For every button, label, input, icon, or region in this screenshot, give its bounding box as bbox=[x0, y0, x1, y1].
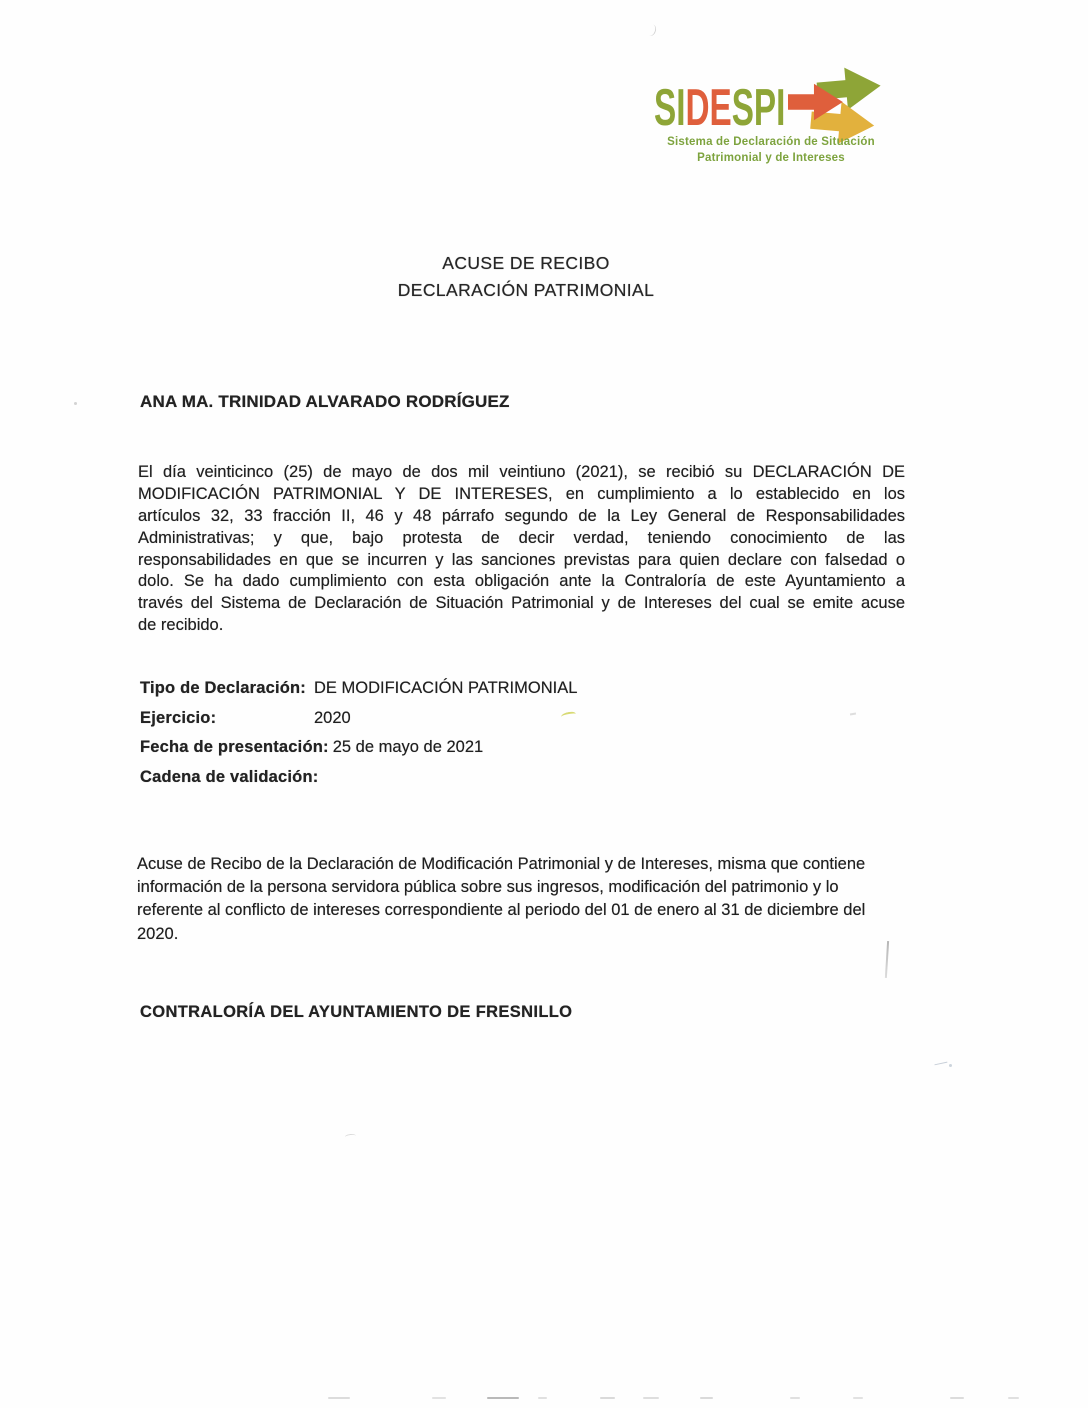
body-line: responsabilidades en que se incurren y las sanciones previstas para quien declare con falsedad o bbox=[138, 550, 905, 569]
scan-artifact bbox=[74, 402, 77, 405]
logo-tagline-line: Sistema de Declaración de Situación bbox=[667, 136, 875, 148]
field-value: 2020 bbox=[314, 708, 351, 727]
closing-paragraph bbox=[137, 853, 917, 946]
body-line: artículos 32, 33 fracción II, 46 y 48 párrafo segundo de la Ley General de Responsabilidades bbox=[138, 506, 905, 525]
doc-title-line-1: ACUSE DE RECIBO bbox=[442, 253, 610, 273]
scan-artifact bbox=[600, 1397, 615, 1399]
closing-line: información de la persona servidora pública sobre sus ingresos, modificación del patrimonio y lo bbox=[137, 878, 839, 897]
field-label: Cadena de validación: bbox=[140, 767, 319, 786]
scan-artifact bbox=[1008, 1397, 1019, 1399]
field-label: Ejercicio: bbox=[140, 708, 217, 727]
scan-artifact bbox=[850, 712, 856, 715]
field-label: Fecha de presentación: bbox=[140, 738, 329, 756]
field-value: 25 de mayo de 2021 bbox=[332, 738, 484, 756]
field-row-ejercicio bbox=[140, 709, 577, 739]
scan-artifact bbox=[949, 1064, 952, 1067]
scan-artifact bbox=[487, 1397, 519, 1399]
scan-artifact bbox=[643, 1397, 659, 1399]
body-line: Administrativas; y que, bajo protesta de decir verdad, teniendo conocimiento de las bbox=[138, 528, 905, 547]
logo-row bbox=[652, 60, 890, 137]
recipient-name: ANA MA. TRINIDAD ALVARADO RODRÍGUEZ bbox=[140, 392, 510, 411]
logo-wordmark-segment: DE bbox=[685, 79, 732, 137]
body-paragraph bbox=[138, 462, 905, 637]
field-row-tipo-declaracion bbox=[140, 679, 577, 709]
scan-artifact bbox=[328, 1397, 350, 1399]
field-row-fecha-presentacion bbox=[140, 738, 577, 768]
fields-section bbox=[140, 679, 577, 797]
scan-artifact bbox=[853, 1397, 863, 1399]
closing-line: 2020. bbox=[137, 924, 179, 943]
doc-title-line-2: DECLARACIÓN PATRIMONIAL bbox=[397, 280, 655, 300]
scan-artifact bbox=[644, 23, 657, 38]
logo-tagline bbox=[652, 134, 890, 166]
logo-wordmark-segment: SPI bbox=[731, 79, 786, 137]
scan-artifact bbox=[345, 1133, 356, 1139]
field-row-cadena-validacion bbox=[140, 768, 577, 798]
closing-line: referente al conflicto de intereses correspondiente al periodo del 01 de enero al 31 de diciembre del bbox=[137, 901, 866, 920]
body-line: dolo. Se ha dado cumplimiento con esta obligación ante la Contraloría de este Ayuntamiento a bbox=[138, 572, 905, 591]
logo-tagline-line: Patrimonial y de Intereses bbox=[697, 152, 845, 164]
scan-artifact bbox=[885, 941, 889, 978]
logo-wordmark bbox=[654, 79, 786, 137]
issuer-name: CONTRALORÍA DEL AYUNTAMIENTO DE FRESNILLO bbox=[140, 1003, 573, 1021]
body-line: El día veinticinco (25) de mayo de dos mil veintiuno (2021), se recibió su DECLARACIÓN DE bbox=[138, 463, 905, 481]
scan-artifact bbox=[934, 1058, 948, 1066]
sidespi-logo bbox=[652, 60, 890, 166]
field-value: DE MODIFICACIÓN PATRIMONIAL bbox=[314, 679, 578, 697]
field-label: Tipo de Declaración: bbox=[140, 679, 306, 697]
scan-artifact bbox=[538, 1397, 547, 1399]
scan-artifact bbox=[790, 1397, 800, 1399]
doc-title bbox=[96, 250, 956, 304]
scan-artifact bbox=[432, 1397, 446, 1399]
scan-artifact bbox=[950, 1397, 964, 1399]
body-line: través del Sistema de Declaración de Situación Patrimonial y de Intereses del cual se emite acuse bbox=[138, 594, 905, 613]
scan-artifact bbox=[700, 1397, 713, 1399]
body-line: de recibido. bbox=[138, 616, 224, 635]
logo-wordmark-segment: SI bbox=[654, 79, 686, 137]
body-line: MODIFICACIÓN PATRIMONIAL Y DE INTERESES, en cumplimiento a lo establecido en los bbox=[138, 484, 905, 503]
closing-line: Acuse de Recibo de la Declaración de Modificación Patrimonial y de Intereses, misma que contiene bbox=[137, 855, 866, 873]
